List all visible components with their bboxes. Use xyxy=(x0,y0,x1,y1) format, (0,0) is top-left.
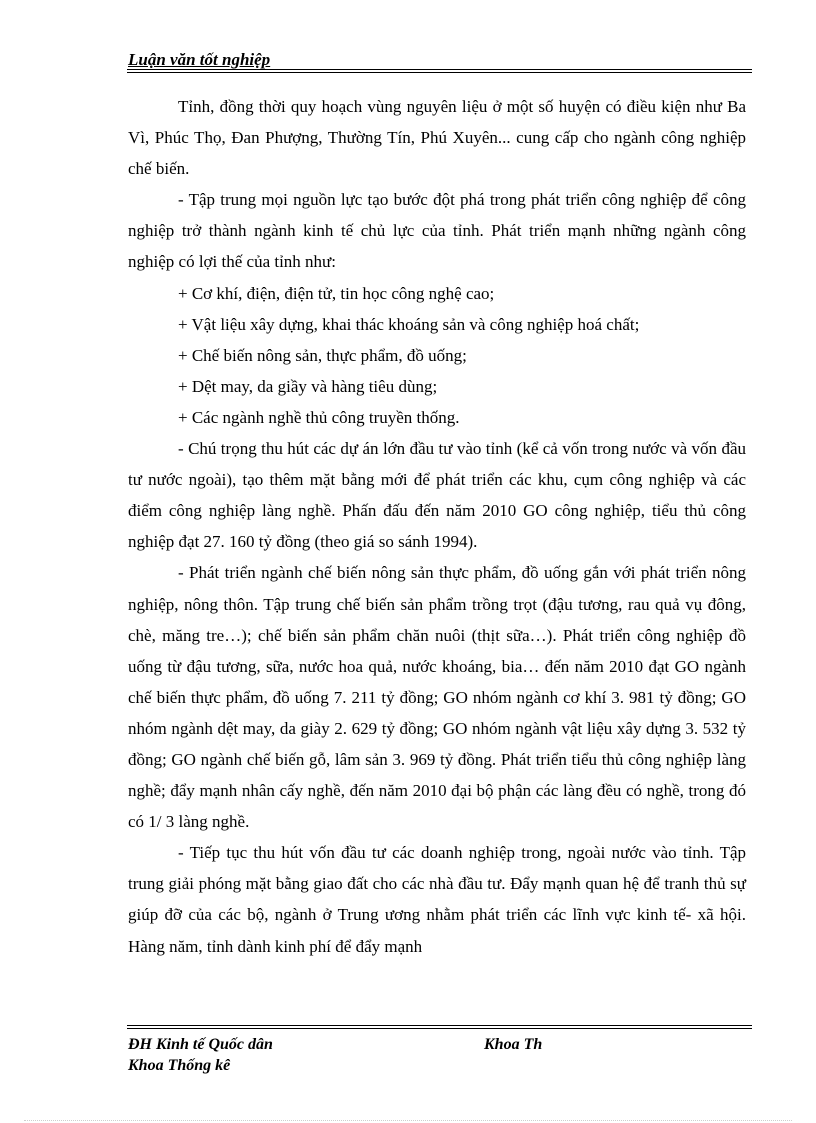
list-item: + Chế biến nông sản, thực phẩm, đồ uống; xyxy=(178,345,467,365)
paragraph-4: - Phát triển ngành chế biến nông sản thực phẩm, đồ uống gắn với phát triển nông nghiệp, nông thôn. Tập trung chế biến sản phẩm trồng trọt (đậu tương, rau quả vụ đông, chè, măng tre…); chế biến sản phẩm chăn nuôi (thịt sữa…). Phát triển công nghiệp đồ uống từ đậu tương, sữa, nước hoa quả, nước khoáng, bia… đến năm 2010 đạt GO ngành chế biến thực phẩm, đồ uống 7. 211 tỷ đồng; GO nhóm ngành cơ khí 3. 981 tỷ đồng; GO nhóm ngành dệt may, da giày 2. 629 tỷ đồng; GO nhóm ngành vật liệu xây dựng 3. 532 tỷ đồng; GO ngành chế biến gỗ, lâm sản 3. 969 tỷ đồng. Phát triển tiểu thủ công nghiệp làng nghề; đẩy mạnh nhân cấy nghề, đến năm 2010 đại bộ phận các làng đều có nghề, trong đó có 1/ 3 làng nghề. xyxy=(128,563,746,832)
document-body xyxy=(128,91,746,962)
paragraph-5: - Tiếp tục thu hút vốn đầu tư các doanh nghiệp trong, ngoài nước vào tỉnh. Tập trung giải phóng mặt bằng giao đất cho các nhà đầu tư. Đẩy mạnh quan hệ để tranh thủ sự giúp đỡ của các bộ, ngành ở Trung ương nhằm phát triển các lĩnh vực kinh tế- xã hội. Hàng năm, tỉnh dành kinh phí để đẩy mạnh xyxy=(128,843,746,956)
footer-right: Khoa Th xyxy=(484,1036,543,1053)
footer-rule-bottom xyxy=(127,1028,752,1029)
paragraph-3: - Chú trọng thu hút các dự án lớn đầu tư vào tỉnh (kể cả vốn trong nước và vốn đầu tư nước ngoài), tạo thêm mặt bằng mới để phát triển các khu, cụm công nghiệp và các điểm công nghiệp làng nghề. Phấn đấu đến năm 2010 GO công nghiệp, tiểu thủ công nghiệp đạt 27. 160 tỷ đồng (theo giá so sánh 1994). xyxy=(128,439,746,552)
list-item: + Vật liệu xây dựng, khai thác khoáng sản và công nghiệp hoá chất; xyxy=(178,314,640,334)
header-rule-top xyxy=(127,69,752,70)
page-header-title: Luận văn tốt nghiệp xyxy=(128,50,271,69)
header-rule-bottom xyxy=(127,72,752,73)
list-item: + Dệt may, da giầy và hàng tiêu dùng; xyxy=(178,376,438,396)
page-edge-divider xyxy=(24,1120,792,1121)
list-item: + Các ngành nghề thủ công truyền thống. xyxy=(178,407,460,427)
list-item: + Cơ khí, điện, điện tử, tin học công nghệ cao; xyxy=(178,283,495,303)
paragraph-2: - Tập trung mọi nguồn lực tạo bước đột phá trong phát triển công nghiệp để công nghiệp trở thành ngành kinh tế chủ lực của tỉnh. Phát triển mạnh những ngành công nghiệp có lợi thế của tỉnh như: xyxy=(128,190,746,272)
footer-rule-top xyxy=(127,1025,752,1026)
footer-faculty: Khoa Thống kê xyxy=(128,1057,231,1074)
footer-university: ĐH Kinh tế Quốc dân xyxy=(128,1036,273,1053)
footer-left xyxy=(128,1034,273,1076)
industry-list xyxy=(128,278,746,433)
paragraph-1: Tỉnh, đồng thời quy hoạch vùng nguyên liệu ở một số huyện có điều kiện như Ba Vì, Phúc Thọ, Đan Phượng, Thường Tín, Phú Xuyên... cung cấp cho ngành công nghiệp chế biến. xyxy=(128,97,746,179)
